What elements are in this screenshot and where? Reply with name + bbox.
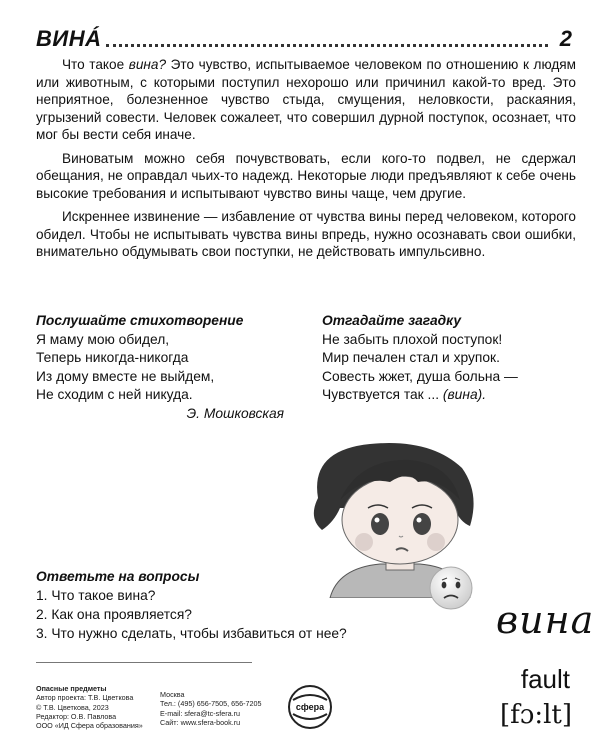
paragraph-1-start: Что такое [62, 57, 129, 72]
footer-divider [36, 662, 252, 663]
riddle-title: Отгадайте загадку [322, 313, 462, 328]
dotted-leader [106, 44, 548, 47]
series-title: Опасные предметы [36, 684, 107, 693]
page-number: 2 [559, 26, 572, 51]
paragraph-3: Искреннее извинение — избавление от чувства вины перед человеком, которого обидел. Чтобы не испытывать чувства вины впредь, нужно осознавать свои ошибки, внимательно обдумывать свои поступки, не действовать импульсивно. [36, 209, 576, 259]
transcription: [fɔ:lt] [500, 700, 572, 730]
right-cheek [427, 533, 445, 551]
riddle-last-line-text: Чувствуется так ... [322, 387, 443, 402]
riddle-line: Мир печален стал и хрупок. [322, 350, 500, 365]
questions-title: Ответьте на вопросы [36, 569, 200, 584]
english-word: fault [520, 664, 570, 694]
riddle-line: Не забыть плохой поступок! [322, 331, 503, 347]
poem-line: Я маму мою обидел, [36, 331, 170, 347]
footer-credits [36, 684, 156, 730]
sad-face-icon [427, 564, 475, 612]
paragraph-2: Виноватым можно себя почувствовать, если кого-то подвел, не сдержал обещания, не оправдал чьих-то надежд. Некоторые люди предъявляют к себе очень высокие требования и испытывают чувство вины чаще, чем другие. [36, 150, 576, 201]
right-eye [413, 513, 431, 535]
left-eye [371, 513, 389, 535]
face [342, 476, 458, 564]
contact-line: Москва [160, 690, 185, 699]
riddle-line: Совесть жжет, душа больна — [322, 368, 518, 384]
poem-line: Из дому вместе не выйдем, [36, 368, 215, 384]
cursive-word: вина [496, 598, 595, 642]
poem-author: Э. Мошковская [186, 405, 284, 421]
left-cheek [355, 533, 373, 551]
contact-line: Тел.: (495) 656-7505, 656-7205 [160, 699, 262, 709]
credit-line: Редактор: О.В. Павлова [36, 711, 117, 721]
poem-line: Теперь никогда-никогда [36, 350, 189, 365]
credit-line: ООО «ИД Сфера образования» [36, 721, 143, 731]
credit-line: Автор проекта: Т.В. Цветкова [36, 693, 134, 703]
publisher-logo [287, 684, 333, 730]
contact-line: E-mail: sfera@tc-sfera.ru [160, 708, 240, 718]
poem-title: Послушайте стихотворение [36, 313, 244, 328]
poem-section [36, 312, 296, 423]
question-item: 1. Что такое вина? [36, 588, 156, 603]
riddle-answer: (вина). [442, 387, 487, 402]
riddle-section [322, 312, 582, 405]
credit-line: © Т.В. Цветкова, 2023 [36, 702, 109, 712]
page-header [36, 26, 572, 54]
paragraph-1-rest: Это чувство, испытываемое человеком по отношению к людям или животным, с которыми поступил нехорошо или причинил какой-то вред. Это неприятное, болезненное чувство стыда, смущения, неловкости, раскаяния, угрызений совести. Человек сожалеет, что совершил дурной поступок, осознает, что мог бы вести себя иначе. [36, 57, 577, 142]
footer-contacts [160, 690, 270, 728]
main-text [36, 56, 576, 267]
logo-text: сфера [295, 702, 325, 712]
poem-line: Не сходим с ней никуда. [36, 387, 193, 402]
riddle-last-line [322, 386, 582, 405]
question-item: 2. Как она проявляется? [36, 607, 192, 622]
contact-line: Сайт: www.sfera-book.ru [160, 718, 241, 728]
question-item: 3. Что нужно сделать, чтобы избавиться от нее? [36, 626, 347, 641]
paragraph-1 [36, 56, 576, 144]
page-title: ВИНÁ [36, 26, 102, 51]
questions-section [36, 567, 416, 643]
paragraph-1-emphasis: вина? [128, 57, 167, 72]
